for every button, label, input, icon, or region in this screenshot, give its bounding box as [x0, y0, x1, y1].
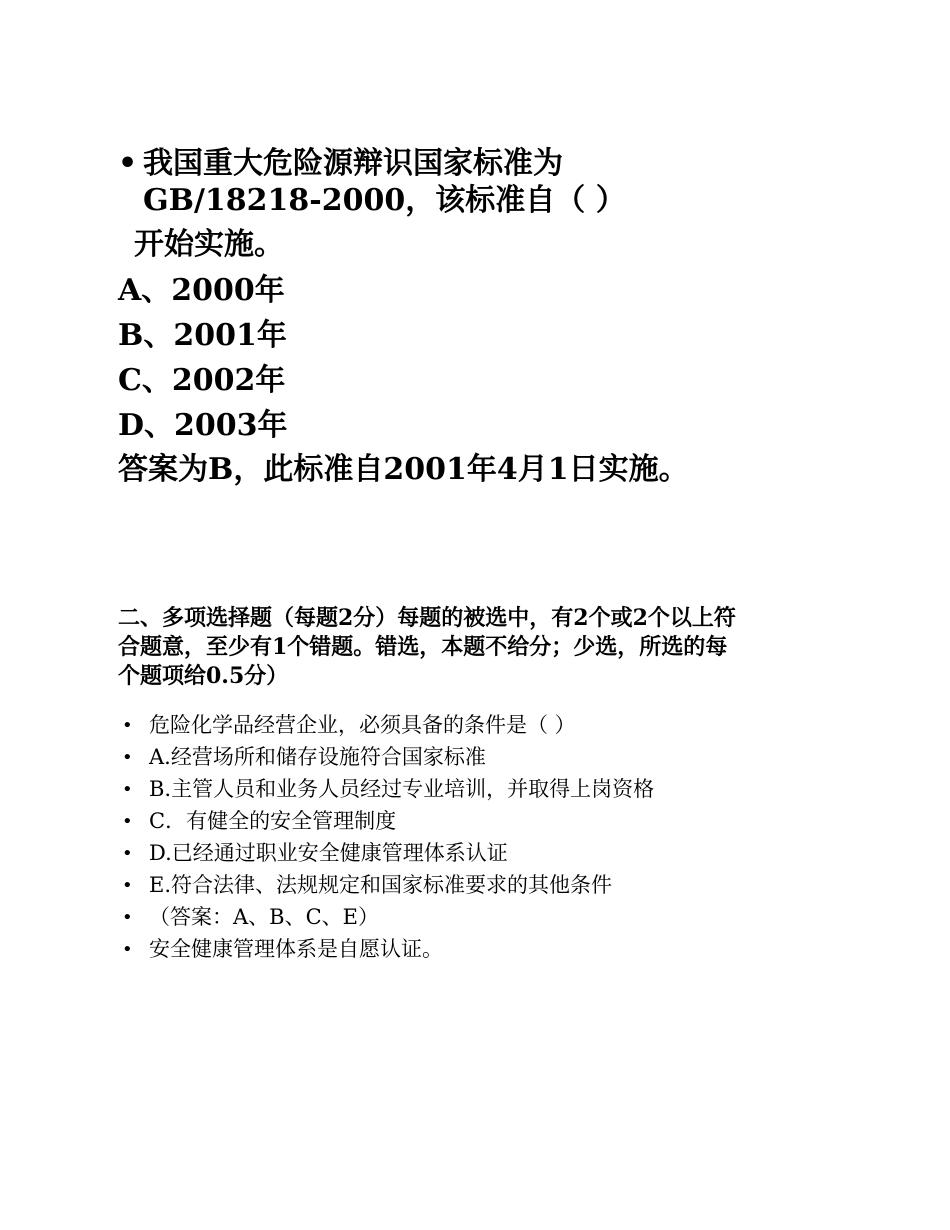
list-item-text: A.经营场所和储存设施符合国家标准 [149, 745, 486, 769]
list-item [122, 745, 742, 770]
question-1 [118, 145, 738, 263]
option-a: A、2000年 [118, 273, 285, 308]
bullet-icon: • [122, 907, 133, 928]
list-item [122, 713, 742, 738]
bullet-icon: • [122, 747, 133, 768]
question-1-answer: 答案为B，此标准自2001年4月1日实施。 [118, 452, 689, 487]
list-item-text: D.已经通过职业安全健康管理体系认证 [149, 841, 508, 865]
bullet-icon: • [118, 146, 138, 181]
list-item [122, 809, 742, 834]
list-item-text: C．有健全的安全管理制度 [149, 809, 397, 833]
option-d: D、2003年 [118, 408, 288, 443]
list-item-text: 危险化学品经营企业，必须具备的条件是（ ） [149, 713, 576, 737]
question-1-continuation: 开始实施。 [134, 227, 284, 262]
list-item [122, 937, 742, 962]
section-2-header: 二、多项选择题（每题2分）每题的被选中，有2个或2个以上符合题意，至少有1个错题。错选，本题不给分；少选，所选的每个题项给0.5分） [118, 605, 736, 689]
list-item-text: 安全健康管理体系是自愿认证。 [149, 937, 443, 961]
bullet-icon: • [122, 779, 133, 800]
bullet-icon: • [122, 875, 133, 896]
question-2-list [122, 713, 742, 969]
list-item [122, 841, 742, 866]
question-1-options [118, 268, 288, 448]
bullet-icon: • [122, 715, 133, 736]
bullet-icon: • [122, 939, 133, 960]
option-c: C、2002年 [118, 363, 286, 398]
list-item [122, 873, 742, 898]
list-item [122, 777, 742, 802]
list-item-text: B.主管人员和业务人员经过专业培训，并取得上岗资格 [149, 777, 655, 801]
option-b: B、2001年 [118, 318, 287, 353]
bullet-icon: • [122, 843, 133, 864]
question-1-text: 我国重大危险源辩识国家标准为GB/18218-2000，该标准自（ ） [143, 146, 626, 218]
list-item-text: （答案：A、B、C、E） [149, 905, 379, 929]
list-item [122, 905, 742, 930]
bullet-icon: • [122, 811, 133, 832]
list-item-text: E.符合法律、法规规定和国家标准要求的其他条件 [149, 873, 613, 897]
